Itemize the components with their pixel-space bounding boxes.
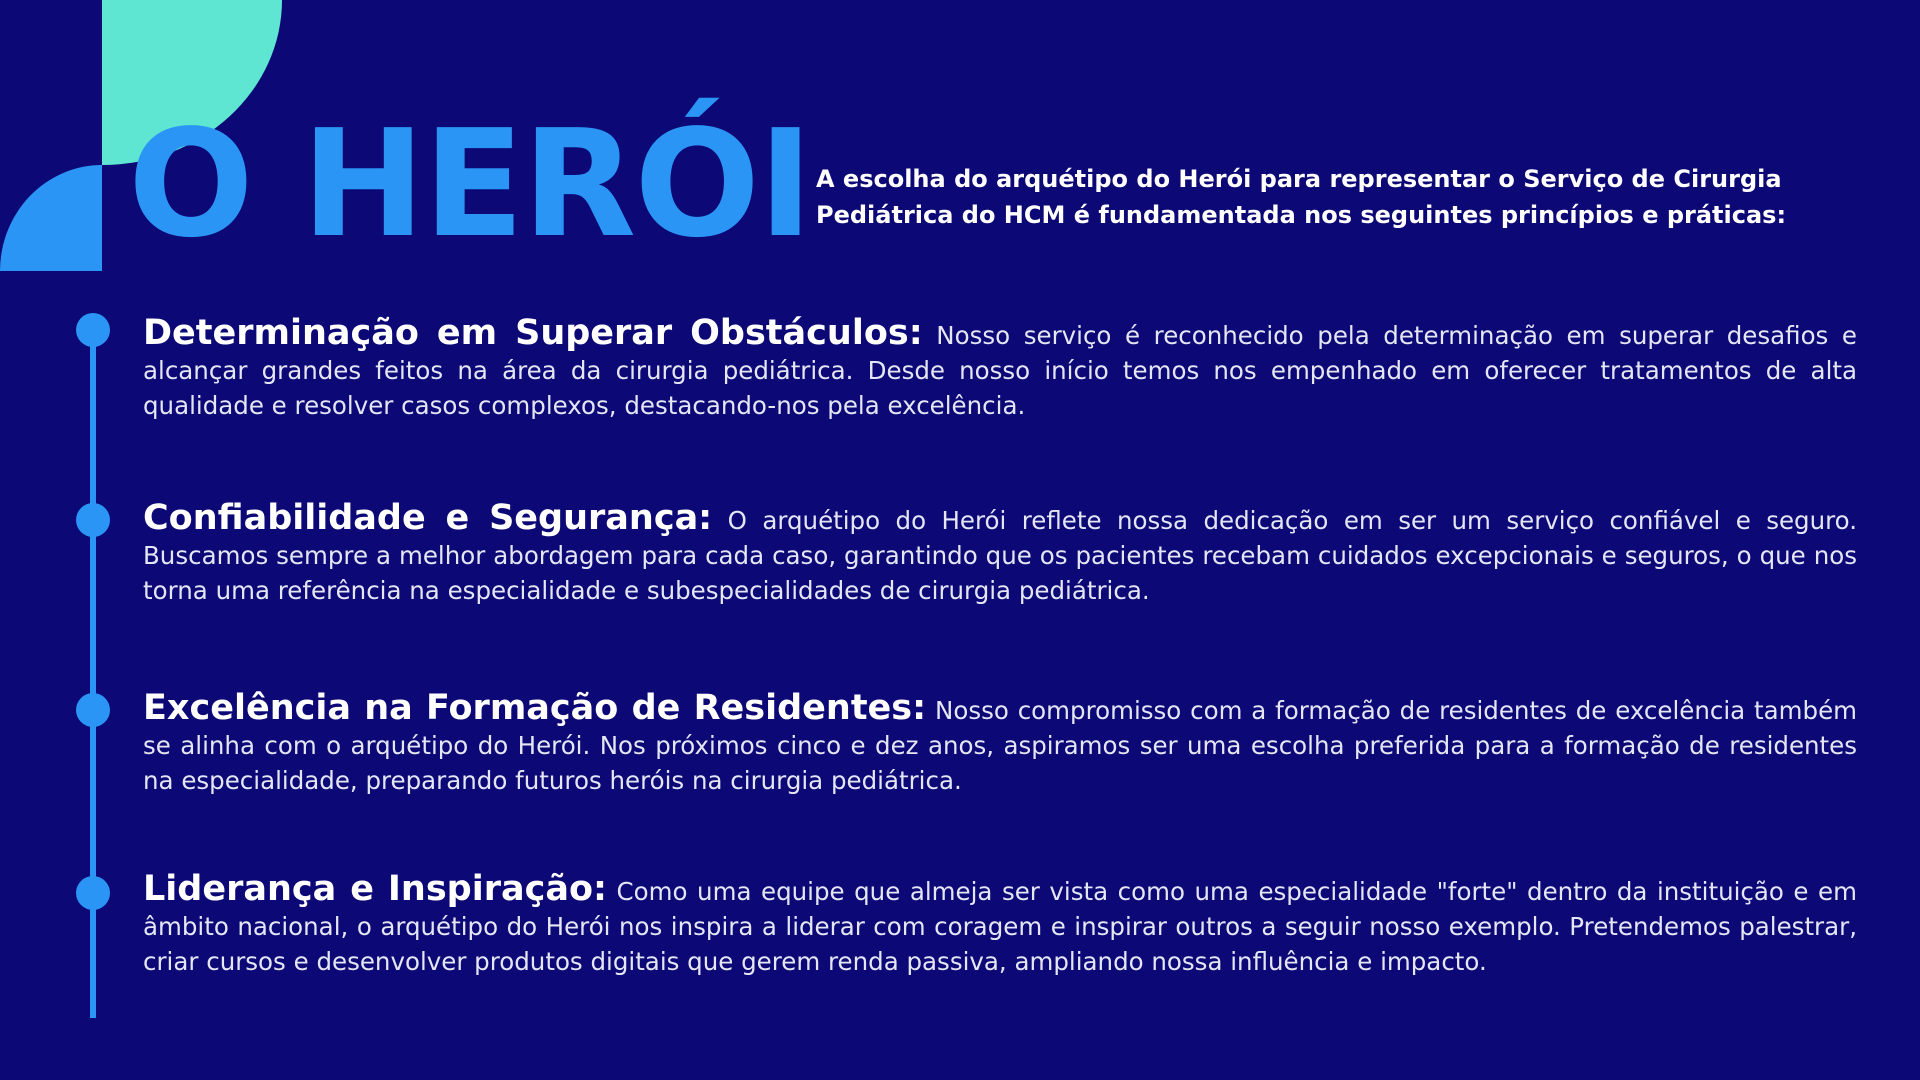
- timeline-dot-3: [76, 693, 110, 727]
- timeline-dot-4: [76, 876, 110, 910]
- timeline-dot-1: [76, 313, 110, 347]
- decorative-blue-shape: [0, 165, 102, 271]
- principle-title: Determinação em Superar Obstáculos:: [143, 313, 923, 353]
- principle-title: Excelência na Formação de Residentes:: [143, 688, 927, 728]
- principle-text: Nosso serviço é reconhecido pela determinação em superar desafios e alcançar grandes feitos na área da cirurgia pediátrica. Desde nosso início temos nos empenhado em oferecer tratamentos de alta qualidade e resolver casos complexos, destacando-nos pela excelência.: [143, 321, 1857, 420]
- principle-item-confiabilidade: [143, 498, 1857, 608]
- principle-item-formacao: [143, 688, 1858, 798]
- timeline-dot-2: [76, 503, 110, 537]
- intro-text: A escolha do arquétipo do Herói para representar o Serviço de Cirurgia Pediátrica do HCM é fundamentada nos seguintes princípios e práticas:: [816, 165, 1787, 229]
- page-title: O HERÓI: [128, 98, 812, 270]
- timeline-line: [90, 330, 96, 1018]
- principle-text: Como uma equipe que almeja ser vista como uma especialidade "forte" dentro da instituição e em âmbito nacional, o arquétipo do Herói nos inspira a liderar com coragem e inspirar outros a seguir nosso exemplo. Pretendemos palestrar, criar cursos e desenvolver produtos digitais que gerem renda passiva, ampliando nossa influência e impacto.: [143, 877, 1857, 976]
- principle-text: O arquétipo do Herói reflete nossa dedicação em ser um serviço confiável e seguro. Buscamos sempre a melhor abordagem para cada caso, garantindo que os pacientes recebam cuidados excepcionais e seguros, o que nos torna uma referência na especialidade e subespecialidades de cirurgia pediátrica.: [143, 506, 1857, 605]
- principle-title: Liderança e Inspiração:: [143, 869, 607, 909]
- principle-title: Confiabilidade e Segurança:: [143, 498, 713, 538]
- principle-text: Nosso compromisso com a formação de residentes de excelência também se alinha com o arquétipo do Herói. Nos próximos cinco e dez anos, aspiramos ser uma escolha preferida para a formação de residentes na especialidade, preparando futuros heróis na cirurgia pediátrica.: [143, 696, 1858, 795]
- principle-item-lideranca: [143, 869, 1857, 979]
- principle-item-determinacao: [143, 313, 1857, 423]
